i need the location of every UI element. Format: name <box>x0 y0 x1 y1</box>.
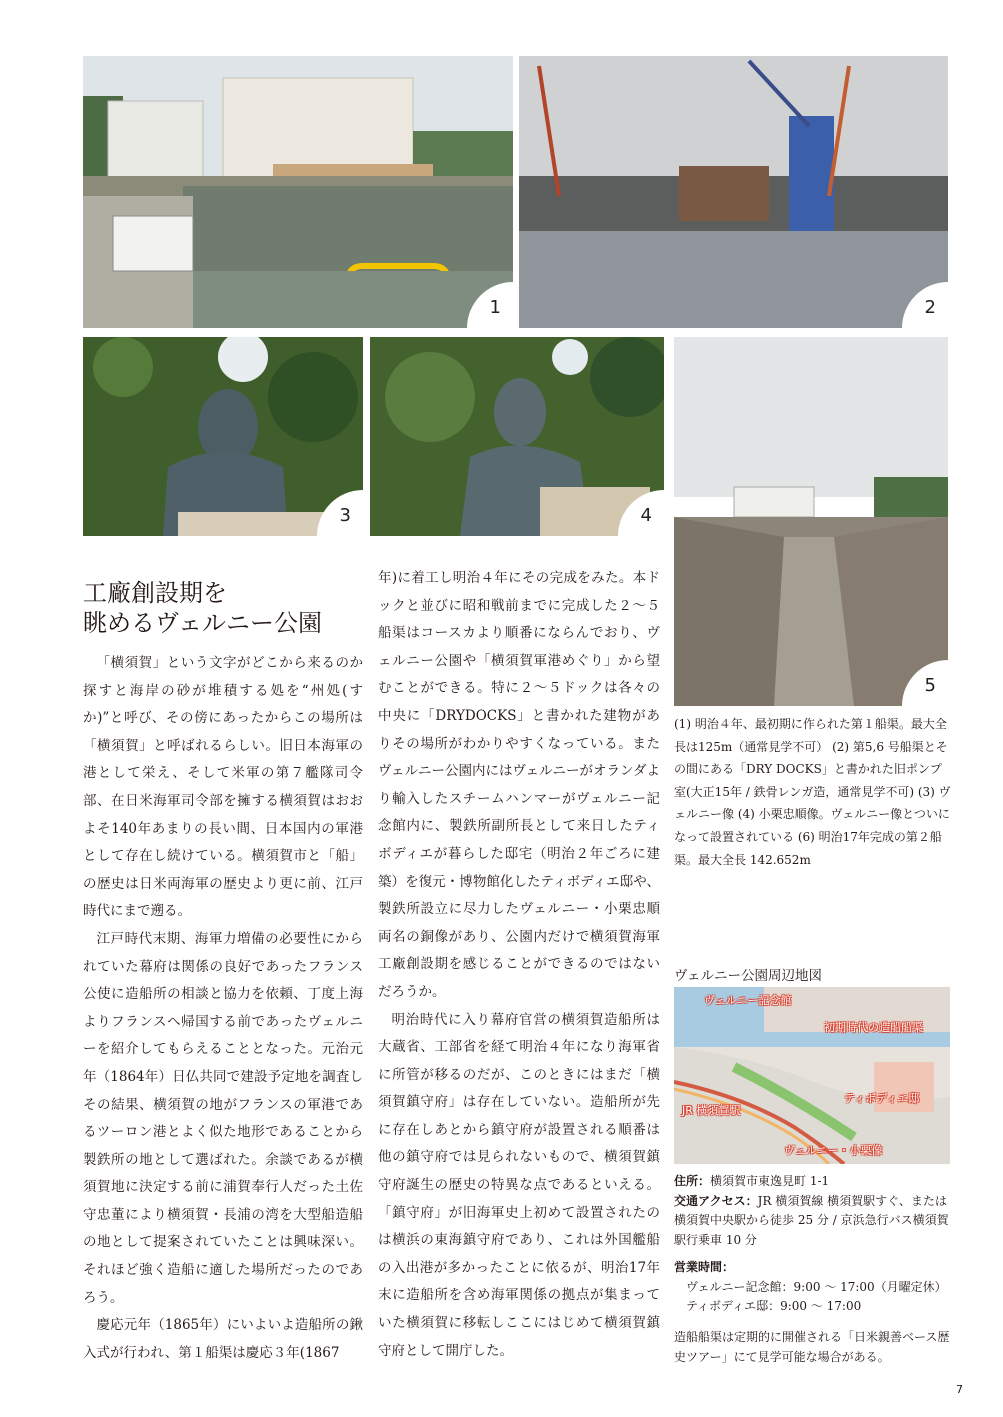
photo-shipyard-2 <box>519 56 948 328</box>
dock-photo-icon <box>83 56 513 328</box>
bust-photo-icon <box>370 337 664 536</box>
photo-number: 3 <box>317 490 363 536</box>
hours-memorial: ヴェルニー記念館：9:00 ～ 17:00（月曜定休） <box>686 1279 947 1294</box>
photo-number: 5 <box>902 660 948 706</box>
paragraph: 年)に着工し明治４年にその完成をみた。本ドックと並びに昭和戦前までに完成した２～５船渠はコースカより順番にならんでおり、ヴェルニー公園や「横須賀軍港めぐり」から望むことができる。特に２～５ドックは各々の中央に「DRYDOCKS」と書かれた建物がありその場所がわかりやすくなっている。またヴェルニー公園内にはヴェルニーがオランダより輸入したスチームハンマーがヴェルニー記念館内に、製鉄所副所長として来日したティボディエが暮らした邸宅（明治２年ごろに建築）を復元・博物館化したティボディエ邸や、製鉄所設立に尽力したヴェルニー・小栗忠順両名の銅像があり、公園内だけで横須賀海軍工廠創設期を感じることができるのではないだろうか。 <box>378 570 660 1000</box>
map-label-station: JR 横須賀駅 <box>682 1104 741 1117</box>
article-title <box>83 578 363 638</box>
title-line-1: 工廠創設期を <box>83 579 227 607</box>
shipyard-photo-icon <box>519 56 948 328</box>
page-number: 7 <box>956 1383 963 1396</box>
visitor-info <box>674 1172 952 1250</box>
photo-drydock-5 <box>674 337 948 706</box>
map-label-early-dock: 初期時代の造船船渠 <box>824 1021 923 1034</box>
address-label: 住所： <box>674 1174 711 1188</box>
paragraph: 江戸時代末期、海軍力増備の必要性にかられていた幕府は関係の良好であったフランス公使に造船所の相談と協力を依頼、丁度上海よりフランスへ帰国する前であったヴェルニーを紹介してもらえることとなった。元治元年（1864年）日仏共同で建設予定地を調査しその結果、横須賀の地がフランスの軍港であるツーロン港とよく似た地形であることから製鉄所の地として選ばれた。余談であるが横須賀地に決定する前に浦賀奉行人だった土佐守忠董により横須賀・長浦の湾を大型船造船の地として提案されていたことは興味深い。それほど強く造船に適した場所だったのであろう。 <box>83 930 363 1306</box>
paragraph: 明治時代に入り幕府官営の横須賀造船所は大蔵省、工部省を経て明治４年になり海軍省に所管が移るのだが、このときにはまだ「横須賀鎮守府」は存在していない。造船所が先に存在しあとから鎮守府が設置される順番は他の鎮守府では見られないもので、横須賀鎮守府誕生の歴史の特異な点であるといえる。「鎮守府」が旧海軍史上初めて設置されたのは横浜の東海鎮守府であり、これは外国艦船の入出港が多かったことに依るが、明治17年末に造船所を含め海軍関係の拠点が集まっていた横須賀に移転しここにはじめて横須賀鎮守府として開庁した。 <box>378 1011 660 1359</box>
photo-dock-1 <box>83 56 513 328</box>
access-line <box>674 1192 952 1251</box>
access-label: 交通アクセス： <box>674 1193 758 1208</box>
area-map <box>674 987 950 1164</box>
tour-note: 造船船渠は定期的に開催される「日米親善ベース歴史ツアー」にて見学可能な場合がある。 <box>674 1330 950 1364</box>
photo-caption: (1) 明治４年、最初期に作られた第１船渠。最大全長は125m（通常見学不可） (2) 第5,6 号船渠とその間にある「DRY DOCKS」と書かれた旧ポンプ室(大正15年 / 鉄骨レンガ造，通常見学不可) (3) ヴェルニー像 (4) 小栗忠順像。ヴェルニー像とついになって設置されている (6) 明治17年完成の第２船渠。最大全長 142.652m <box>674 717 951 867</box>
drydock-photo-icon <box>674 337 948 706</box>
map-label-tibodier: ティボディエ邸 <box>844 1092 920 1105</box>
title-line-2: 眺めるヴェルニー公園 <box>83 609 323 637</box>
photo-oguri-bust-4 <box>370 337 664 536</box>
map-label-memorial: ヴェルニー記念館 <box>704 994 792 1007</box>
access-value: JR 横須賀線 横須賀駅すぐ、または横須賀中央駅から徒歩 25 分 / 京浜急行バス横須賀駅行乗車 10 分 <box>674 1193 949 1247</box>
hours-tibodier: ティボディエ邸：9:00 ～ 17:00 <box>686 1299 862 1313</box>
article-column-1 <box>83 650 363 1367</box>
address-value: 横須賀市東逸見町 1-1 <box>710 1174 830 1188</box>
photo-number: 4 <box>618 490 664 536</box>
photo-verny-bust-3 <box>83 337 363 536</box>
map-title: ヴェルニー公園周辺地図 <box>674 968 822 984</box>
hours-label: 営業時間： <box>674 1260 735 1274</box>
paragraph: 「横須賀」という文字がどこから来るのか探すと海岸の砂が堆積する処を“州処(すか)”と呼び、その傍にあったからこの場所は「横須賀」と呼ばれるらしい。旧日本海軍の港として栄え、そして米軍の第７艦隊司令部、在日米海軍司令部を擁する横須賀はおおよそ140年あまりの長い間、日本国内の軍港として存在し続けている。横須賀市と「船」の歴史は日米両海軍の歴史より更に前、江戸時代にまで遡る。 <box>83 655 363 920</box>
paragraph: 慶応元年（1865年）にいよいよ造船所の鍬入式が行われ、第１船渠は慶応３年(1867 <box>83 1317 363 1361</box>
photo-number: 2 <box>902 282 948 328</box>
map-icon <box>674 987 950 1164</box>
opening-hours <box>674 1258 952 1317</box>
map-label-statue: ヴェルニー・小栗像 <box>784 1144 883 1157</box>
address-line <box>674 1172 952 1192</box>
photo-number: 1 <box>467 282 513 328</box>
article-column-2 <box>378 565 660 1365</box>
bust-photo-icon <box>83 337 363 536</box>
